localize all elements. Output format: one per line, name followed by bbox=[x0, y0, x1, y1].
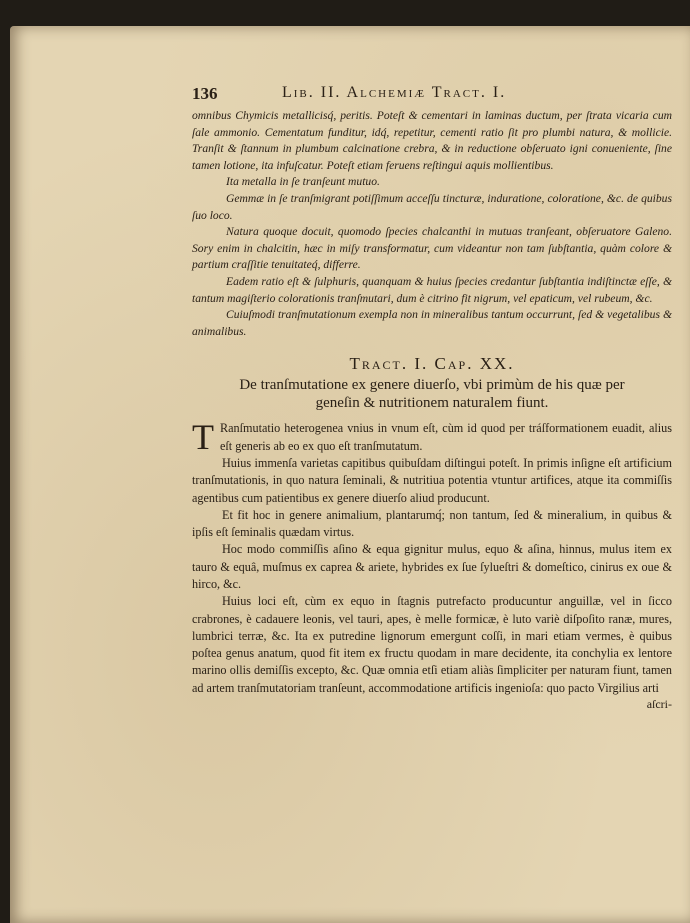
body-paragraph: Huius loci eſt, cùm ex equo in ſtagnis putrefacto producuntur anguillæ, vel in ſicco crabrones, è cadauere leonis, vel tauri, apes, è melle formicæ, è luto variè diſpoſito ranæ, mures, lumbrici terræ, &c. Ita ex putredine lignorum emergunt coſſi, in mari etiam vermes, è quibus poſtea genus anatum, quod fit item ex fructu quodam in mare decidente, ita conchylia ex lentore marino ollis demiſſis excepto, &c. Quæ omnia etſi etiam aliàs ſimpliciter per naturam fiunt, tamen ad artem tranſmutatoriam tranſeunt, accommodatione artificis ingenioſa: quo pacto Virgilius arti bbox=[192, 594, 672, 695]
drop-cap: T bbox=[192, 417, 214, 458]
chapter-subtitle: De tranſmutatione ex genere diuerſo, vbi primùm de his quæ per geneſin & nutritionem naturalem fiunt. bbox=[239, 377, 625, 412]
catchword: aſcri- bbox=[646, 697, 672, 712]
text-block bbox=[192, 84, 672, 711]
italic-paragraph: Gemmæ in ſe tranſmigrant potiſſimum acceſſu tincturæ, induratione, coloratione, &c. de quibus ſuo loco. bbox=[192, 191, 672, 222]
italic-section bbox=[192, 108, 672, 340]
body-section bbox=[192, 417, 672, 712]
body-paragraph: Huius immenſa varietas capitibus quibuſdam diſtingui poteſt. In primis inſigne eſt artificium tranſmutationis, in quo natura ſeminali, & nutritiua potentia vtuntur artifices, atque ita commiſſis agentibus cum patientibus ex genere diuerſo aliud producunt. bbox=[192, 455, 672, 505]
page-header bbox=[192, 84, 672, 106]
book-page bbox=[10, 26, 690, 923]
italic-paragraph: Ita metalla in ſe tranſeunt mutuo. bbox=[226, 175, 380, 189]
first-paragraph bbox=[192, 417, 672, 458]
body-paragraph: Et fit hoc in genere animalium, plantarumq́; non tantum, ſed & mineralium, in quibus & ipſis eſt ſeminalis quædam virtus. bbox=[192, 507, 672, 540]
page-number: 136 bbox=[192, 84, 218, 103]
italic-paragraph: omnibus Chymicis metallicisq́, peritis. Poteſt & cementari in laminas ductum, per ſtrata vicaria cum ſale ammonio. Cementatum funditur, idq́, repetitur, cementi ratio ſit pro plumbi natura, & mollicie. Tranſit & ſtannum in plumbum calcinatione crebra, & in reductione obſeruato igni conueniente, ſine tamen lotione, ita infuſcatur. Poteſt etiam feruens reſtingui aquis mollientibus. bbox=[192, 109, 672, 172]
first-paragraph-text: Ranſmutatio heterogenea vnius in vnum eſt, cùm id quod per tráſformationem euadit, alius eſt generis ab eo ex quo eſt tranſmutatum. bbox=[220, 421, 672, 453]
chapter-title: Tract. I. Cap. XX. bbox=[349, 354, 515, 374]
italic-paragraph: Eadem ratio eſt & ſulphuris, quanquam & huius ſpecies credantur ſubſtantia indiſtinctæ eſſe, & tantum magiſterio colorationis tranſmutari, dum è citrino fit nigrum, vel epaticum, vel rubeum, &c. bbox=[192, 274, 672, 305]
italic-paragraph: Cuiuſmodi tranſmutationum exempla non in mineralibus tantum occurrunt, ſed & vegetalibus & animalibus. bbox=[192, 308, 672, 338]
body-paragraph: Hoc modo commiſſis aſino & equa gignitur mulus, equo & aſina, hinnus, mulus item ex tauro & equâ, muſmus ex caprea & ariete, hybrides ex ſue ſylueſtri & domeſtico, cinirus ex oue & hirco, &c. bbox=[192, 542, 672, 591]
running-head: Lib. II. Alchemiæ Tract. I. bbox=[282, 84, 507, 101]
italic-paragraph: Natura quoque docuit, quomodo ſpecies chalcanthi in mutuas tranſeant, obſeruatore Galeno. Sory enim in chalcitin, hæc in miſy transformatur, cum videantur non tam ſubſtantia, quàm colore & partium craſſitie tenuitateq́, differre. bbox=[192, 225, 672, 272]
